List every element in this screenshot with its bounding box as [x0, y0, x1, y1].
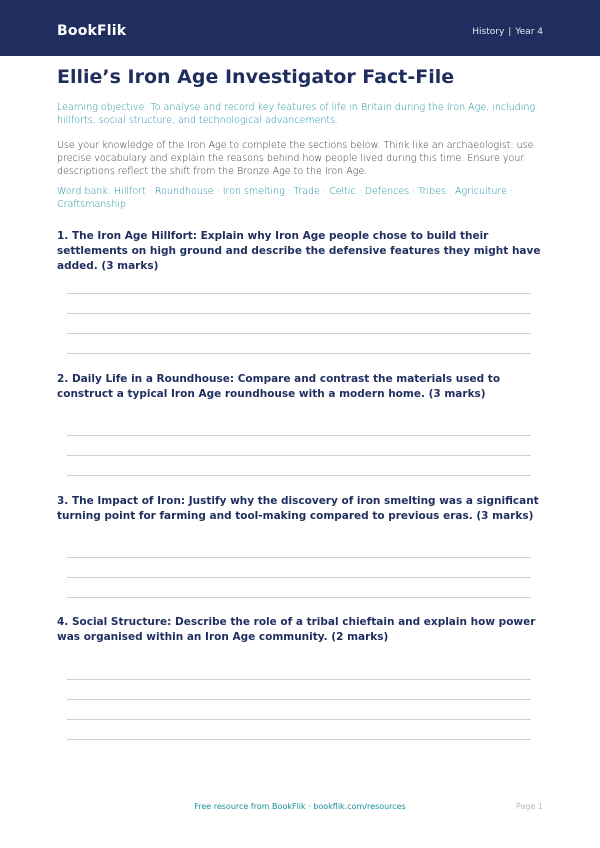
question-1: 1. The Iron Age Hillfort: Explain why Iron Age people chose to build their settlements on high ground and describe the defensive features they might have added. (3 marks) [57, 230, 541, 272]
answer-line[interactable] [67, 577, 531, 578]
answer-line[interactable] [67, 597, 531, 598]
answer-line[interactable] [67, 699, 531, 700]
instructions: Use your knowledge of the Iron Age to complete the sections below. Think like an archaeologist: use precise vocabulary and explain the reasons behind how people lived during this time. Ensure your descriptions reflect the shift from the Bronze Age to the Iron Age. [57, 140, 534, 177]
question-4: 4. Social Structure: Describe the role of a tribal chieftain and explain how power was organised within an Iron Age community. (2 marks) [57, 616, 536, 643]
meta-separator: | [508, 27, 512, 37]
answer-line[interactable] [67, 679, 531, 680]
subject-year-label [472, 27, 543, 37]
answer-line[interactable] [67, 739, 531, 740]
answer-line[interactable] [67, 455, 531, 456]
footer-credit-link[interactable]: Free resource from BookFlik · bookflik.com/resources [194, 802, 406, 811]
page-title: Ellie’s Iron Age Investigator Fact-File [57, 66, 455, 88]
brand-logo: BookFlik [57, 23, 127, 39]
subject-label: History [472, 27, 505, 37]
answer-line[interactable] [67, 557, 531, 558]
page-header [0, 0, 600, 56]
answer-line[interactable] [67, 475, 531, 476]
word-bank: Word bank: Hillfort · Roundhouse · Iron smelting · Trade · Celtic · Defences · Tribes · Agriculture · Craftsmanship [57, 186, 513, 210]
answer-line[interactable] [67, 353, 531, 354]
answer-line[interactable] [67, 313, 531, 314]
question-2: 2. Daily Life in a Roundhouse: Compare and contrast the materials used to construct a typical Iron Age roundhouse with a modern home. (3 marks) [57, 373, 501, 400]
page-number: Page 1 [516, 802, 543, 811]
answer-line[interactable] [67, 333, 531, 334]
learning-objective: Learning objective: To analyse and record key features of life in Britain during the Iron Age, including hillforts, social structure, and technological advancements. [57, 102, 536, 126]
question-3: 3. The Impact of Iron: Justify why the discovery of iron smelting was a significant turning point for farming and tool-making compared to previous eras. (3 marks) [57, 495, 539, 522]
answer-line[interactable] [67, 435, 531, 436]
year-label: Year 4 [515, 27, 543, 37]
answer-line[interactable] [67, 293, 531, 294]
answer-line[interactable] [67, 719, 531, 720]
